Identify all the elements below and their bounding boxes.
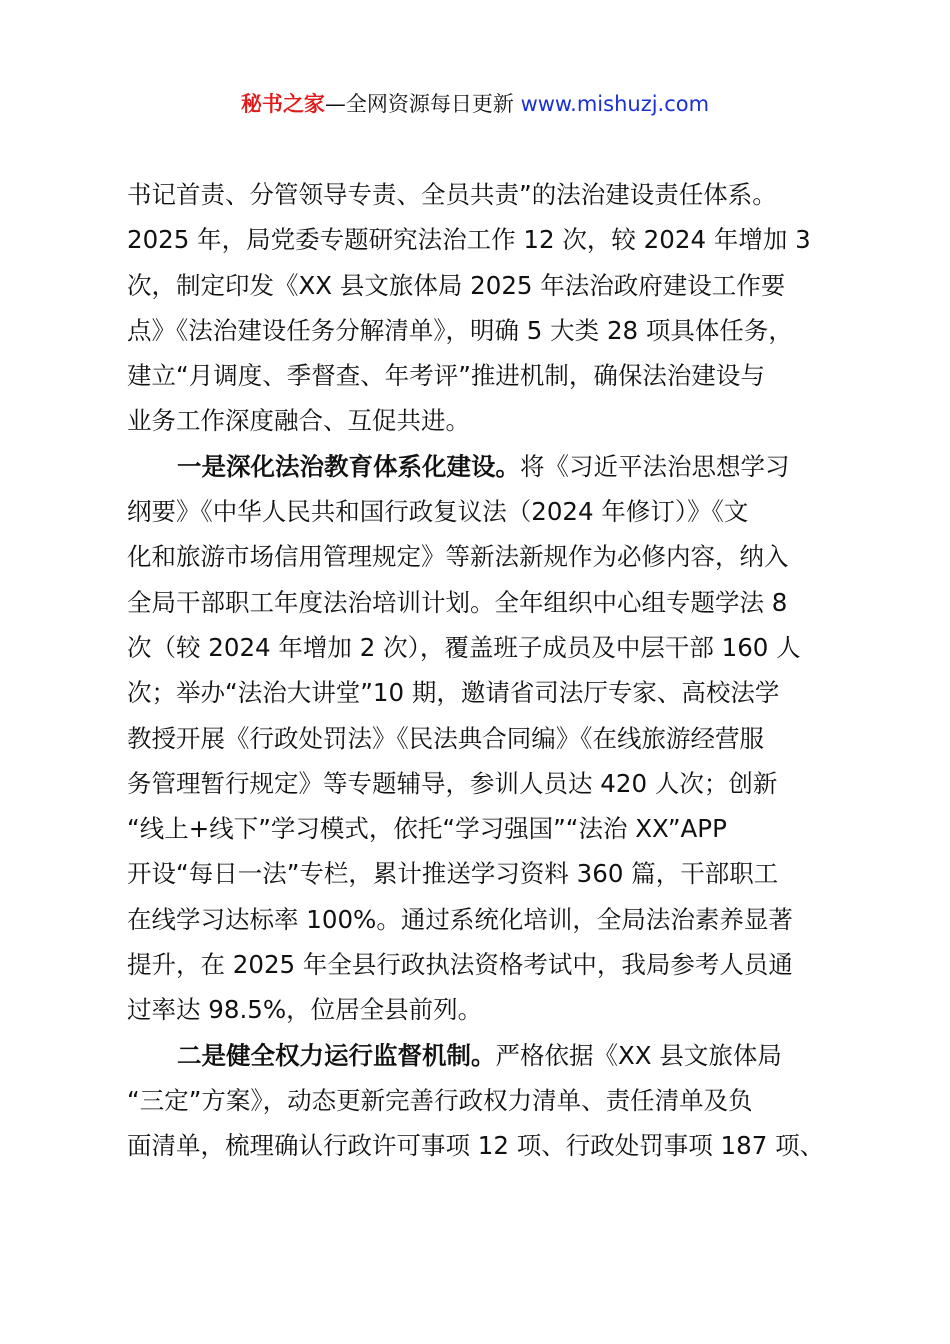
paragraph-intro xyxy=(127,172,839,444)
text-line: 书记首责、分管领导专责、全员共责”的法治建设责任体系。 xyxy=(127,180,777,209)
paragraph-legal-education xyxy=(127,444,839,1033)
text-line: 务管理暂行规定》等专题辅导，参训人员达 420 人次；创新 xyxy=(127,768,778,798)
text-line: 次（较 2024 年增加 2 次），覆盖班子成员及中层干部 160 人 xyxy=(127,632,801,662)
section-heading: 二是健全权力运行监督机制。 xyxy=(177,1040,496,1070)
header-tagline: —全网资源每日更新 xyxy=(324,92,514,116)
brand-name: 秘书之家 xyxy=(240,92,325,116)
text-line: 提升，在 2025 年全县行政执法资格考试中，我局参考人员通 xyxy=(127,950,793,980)
text-line: 教授开展《行政处罚法》《民法典合同编》《在线旅游经营服 xyxy=(127,723,764,753)
text-line: 全局干部职工年度法治培训计划。全年组织中心组专题学法 8 xyxy=(127,587,788,617)
text-line xyxy=(127,1033,839,1078)
text-line: 次；举办“法治大讲堂”10 期，邀请省司法厅专家、高校法学 xyxy=(127,678,780,708)
text-line: “线上+线下”学习模式，依托“学习强国”“法治 XX”APP xyxy=(127,814,727,844)
section-heading: 一是深化法治教育体系化建设。 xyxy=(177,451,520,481)
paragraph-power-supervision xyxy=(127,1033,839,1169)
text-line: 纲要》《中华人民共和国行政复议法（2024 年修订）》《文 xyxy=(127,497,749,527)
text-line: 2025 年，局党委专题研究法治工作 12 次，较 2024 年增加 3 xyxy=(127,225,811,255)
text-line: 在线学习达标率 100%。通过系统化培训，全局法治素养显著 xyxy=(127,904,793,934)
text-line: 次，制定印发《XX 县文旅体局 2025 年法治政府建设工作要 xyxy=(127,270,786,300)
document-body xyxy=(127,172,839,1169)
site-header xyxy=(0,88,950,120)
text-line: 开设“每日一法”专栏，累计推送学习资料 360 篇，干部职工 xyxy=(127,859,779,889)
text-line: 建立“月调度、季督查、年考评”推进机制，确保法治建设与 xyxy=(127,361,765,391)
text-line: “三定”方案》，动态更新完善行政权力清单、责任清单及负 xyxy=(127,1085,753,1115)
text-line: 业务工作深度融合、互促共进。 xyxy=(127,406,470,436)
text-line: 面清单，梳理确认行政许可事项 12 项、行政处罚事项 187 项、 xyxy=(127,1131,825,1161)
site-url-link[interactable]: www.mishuzj.com xyxy=(520,92,710,116)
text-line xyxy=(127,444,839,489)
text-line: 化和旅游市场信用管理规定》等新法新规作为必修内容，纳入 xyxy=(127,542,789,572)
text-run: 严格依据《XX 县文旅体局 xyxy=(495,1040,782,1070)
text-line: 点》《法治建设任务分解清单》，明确 5 大类 28 项具体任务， xyxy=(127,315,793,345)
text-line: 过率达 98.5%，位居全县前列。 xyxy=(127,995,483,1025)
text-run: 将《习近平法治思想学习 xyxy=(520,451,790,481)
